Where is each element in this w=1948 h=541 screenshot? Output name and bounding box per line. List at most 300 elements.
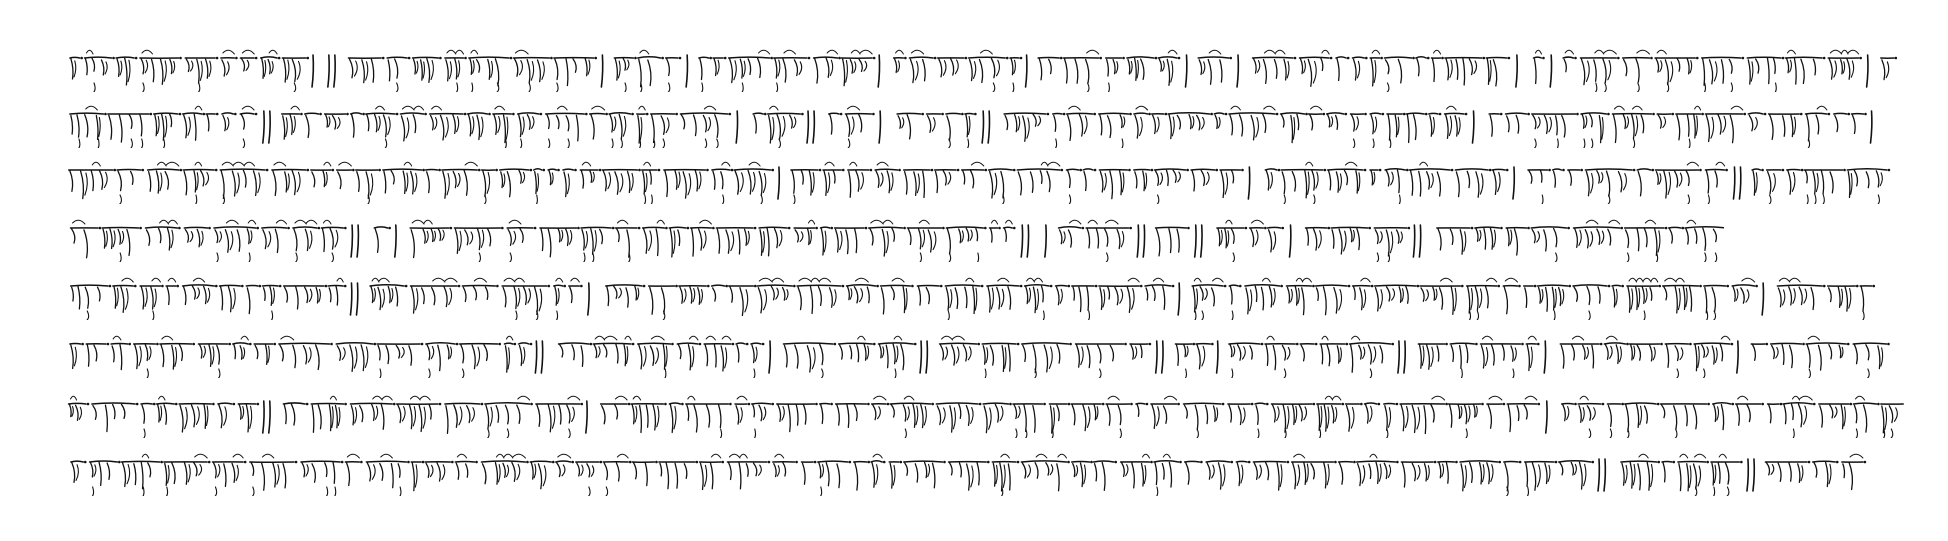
ink-stroke: [1467, 171, 1469, 187]
ink-stroke: [1407, 115, 1409, 143]
ink-stroke: [692, 347, 694, 367]
ink-stroke: [121, 461, 159, 462]
ink-stroke: [661, 288, 664, 314]
ink-stroke: [591, 466, 594, 477]
ink-stroke: [1624, 174, 1627, 190]
ink-stroke: [534, 169, 542, 170]
ink-stroke: [1733, 287, 1735, 301]
ink-stroke: [1044, 345, 1047, 372]
ink-stroke: [1005, 116, 1008, 130]
ink-stroke: [1866, 345, 1869, 360]
ink-stroke: [433, 278, 445, 282]
ink-stroke: [1804, 289, 1807, 303]
ink-stroke: [926, 341, 927, 373]
ink-stroke: [1690, 61, 1692, 73]
ink-stroke: [387, 57, 407, 58]
ink-stroke: [162, 336, 173, 340]
ink-stroke: [450, 347, 452, 358]
ink-stroke: [1626, 405, 1629, 432]
ink-stroke: [1226, 220, 1232, 224]
ink-stroke: [1266, 171, 1269, 190]
ink-stroke: [485, 403, 530, 404]
ink-stroke: [1873, 195, 1880, 204]
ink-stroke: [1158, 57, 1177, 58]
tsheg-dot: [176, 285, 179, 288]
ink-stroke: [1516, 55, 1517, 87]
ink-stroke: [192, 195, 197, 204]
ink-stroke: [677, 343, 698, 344]
ink-stroke: [85, 287, 88, 308]
tsheg-dot: [977, 343, 980, 346]
ink-stroke: [970, 230, 972, 240]
tsheg-dot: [872, 113, 875, 116]
ink-stroke: [432, 106, 442, 110]
ink-stroke: [1422, 346, 1424, 365]
tsheg-dot: [768, 461, 771, 464]
ink-stroke: [542, 62, 545, 79]
ink-stroke: [1624, 59, 1627, 75]
ink-stroke: [1225, 173, 1227, 194]
ink-stroke: [457, 454, 466, 458]
ink-stroke: [763, 173, 765, 192]
ink-stroke: [1746, 290, 1749, 302]
ink-stroke: [586, 401, 587, 433]
ink-stroke: [312, 405, 314, 432]
ink-stroke: [197, 229, 199, 246]
ink-stroke: [1077, 345, 1080, 367]
tsheg-dot: [1455, 461, 1458, 464]
ink-stroke: [1024, 405, 1026, 432]
ink-stroke: [1613, 115, 1616, 143]
ink-stroke: [1295, 406, 1297, 422]
ink-stroke: [149, 347, 151, 360]
ink-stroke: [854, 228, 856, 252]
ink-stroke: [125, 139, 133, 148]
ink-stroke: [164, 405, 166, 425]
ink-stroke: [998, 278, 1009, 282]
ink-stroke: [638, 343, 671, 344]
ink-stroke: [145, 288, 147, 306]
ink-stroke: [1027, 278, 1035, 282]
ink-stroke: [1255, 230, 1258, 245]
ink-stroke: [432, 288, 435, 305]
ink-stroke: [1806, 114, 1809, 141]
ink-stroke: [297, 61, 300, 79]
ink-stroke: [233, 288, 235, 308]
tsheg-dot: [629, 461, 632, 464]
ink-stroke: [1665, 60, 1668, 85]
ink-stroke: [268, 232, 271, 247]
ink-stroke: [455, 59, 457, 79]
ink-stroke: [482, 429, 489, 438]
ink-stroke: [461, 344, 464, 363]
ink-stroke: [593, 172, 595, 182]
tsheg-dot: [1620, 227, 1623, 230]
ink-stroke: [558, 454, 571, 458]
tsheg-dot: [405, 285, 408, 288]
ink-stroke: [453, 171, 456, 187]
ink-stroke: [246, 60, 249, 70]
ink-stroke: [79, 407, 81, 419]
ink-stroke: [619, 288, 622, 298]
ink-stroke: [1087, 50, 1099, 54]
ink-stroke: [1015, 115, 1017, 132]
tsheg-dot: [1379, 169, 1382, 172]
ink-stroke: [1810, 195, 1816, 204]
tsheg-dot: [1281, 227, 1284, 230]
ink-stroke: [1327, 464, 1329, 485]
ink-stroke: [1328, 115, 1330, 127]
ink-stroke: [1793, 289, 1795, 304]
tsheg-dot: [707, 285, 710, 288]
ink-stroke: [1638, 289, 1640, 307]
ink-stroke: [1855, 396, 1864, 400]
ink-stroke: [994, 173, 997, 194]
ink-stroke: [330, 228, 333, 249]
ink-stroke: [1756, 173, 1757, 192]
ink-stroke: [413, 57, 439, 58]
ink-stroke: [167, 228, 169, 250]
ink-stroke: [619, 83, 626, 92]
tsheg-dot: [156, 343, 159, 346]
ink-stroke: [1864, 405, 1867, 432]
ink-stroke: [745, 229, 747, 245]
ink-stroke: [434, 231, 436, 241]
ink-stroke: [118, 229, 120, 244]
ink-stroke: [1371, 170, 1373, 185]
ink-stroke: [1627, 117, 1629, 128]
ink-stroke: [1706, 347, 1708, 357]
ink-stroke: [437, 463, 440, 481]
ink-stroke: [1068, 230, 1071, 247]
ink-stroke: [1351, 407, 1354, 428]
ink-stroke: [854, 287, 857, 303]
ink-stroke: [261, 57, 277, 58]
ink-stroke: [680, 113, 727, 114]
ink-stroke: [669, 403, 680, 404]
ink-stroke: [486, 405, 489, 429]
ink-stroke: [1421, 288, 1424, 301]
ink-stroke: [1327, 345, 1330, 366]
ink-stroke: [1191, 169, 1215, 170]
ink-stroke: [141, 462, 143, 488]
ink-stroke: [538, 464, 541, 489]
ink-stroke: [1045, 225, 1046, 257]
ink-stroke: [415, 465, 417, 487]
tsheg-dot: [422, 461, 425, 464]
ink-stroke: [206, 406, 207, 425]
ink-stroke: [1590, 83, 1596, 92]
tsheg-dot: [834, 343, 837, 346]
ink-stroke: [294, 229, 297, 251]
ink-stroke: [1732, 285, 1754, 286]
tsheg-dot: [1364, 113, 1367, 116]
tsheg-dot: [594, 57, 597, 60]
tsheg-dot: [141, 169, 144, 172]
ink-stroke: [1057, 464, 1059, 491]
ink-stroke: [997, 195, 1004, 204]
ink-stroke: [1417, 465, 1420, 479]
ink-stroke: [246, 487, 254, 496]
ink-stroke: [656, 139, 665, 148]
ink-stroke: [1630, 462, 1632, 488]
ink-stroke: [402, 106, 414, 110]
ink-stroke: [98, 287, 101, 301]
ink-stroke: [474, 278, 486, 282]
ink-stroke: [1159, 59, 1161, 71]
tsheg-dot: [1445, 343, 1448, 346]
ink-stroke: [699, 229, 702, 250]
ink-stroke: [1152, 405, 1155, 429]
ink-stroke: [1488, 404, 1491, 428]
ink-stroke: [819, 463, 821, 478]
tsheg-dot: [300, 113, 303, 116]
ink-stroke: [334, 55, 335, 87]
ink-stroke: [95, 139, 99, 148]
ink-stroke: [146, 230, 149, 246]
tsheg-dot: [1365, 57, 1368, 60]
ink-stroke: [1136, 403, 1145, 404]
handwriting-strokes: [69, 162, 1891, 204]
ink-stroke: [1041, 286, 1043, 302]
ink-stroke: [1552, 287, 1554, 310]
ink-stroke: [84, 230, 87, 258]
tsheg-dot: [1346, 343, 1349, 346]
ink-stroke: [1694, 464, 1697, 489]
ink-stroke: [1663, 117, 1666, 127]
tsheg-dot: [655, 461, 658, 464]
ink-stroke: [523, 172, 525, 182]
ink-stroke: [175, 347, 177, 366]
ink-stroke: [1039, 58, 1042, 80]
ink-stroke: [427, 58, 430, 82]
ink-stroke: [275, 229, 278, 252]
ink-stroke: [1411, 170, 1413, 195]
tsheg-dot: [1382, 113, 1385, 116]
ink-stroke: [882, 347, 884, 357]
ink-stroke: [1637, 50, 1650, 54]
ink-stroke: [1137, 60, 1138, 78]
ink-stroke: [1468, 406, 1470, 422]
ink-stroke: [1516, 115, 1519, 133]
ink-stroke: [323, 170, 325, 186]
ink-stroke: [967, 464, 970, 490]
ink-stroke: [532, 117, 534, 129]
ink-stroke: [1794, 117, 1796, 134]
tsheg-dot: [374, 343, 377, 346]
ink-stroke: [481, 117, 483, 136]
ink-stroke: [1783, 290, 1785, 305]
ink-stroke: [1851, 174, 1852, 195]
ink-stroke: [1083, 405, 1086, 431]
ink-stroke: [1454, 288, 1456, 310]
ink-stroke: [904, 396, 914, 400]
ink-stroke: [1687, 59, 1689, 74]
ink-stroke: [1782, 344, 1784, 364]
tsheg-dot: [795, 461, 798, 464]
tsheg-dot: [1518, 285, 1521, 288]
ink-stroke: [737, 396, 747, 400]
ink-stroke: [159, 228, 161, 242]
ink-stroke: [491, 61, 493, 77]
ink-stroke: [1533, 115, 1536, 128]
ink-stroke: [338, 172, 341, 189]
ink-stroke: [751, 429, 755, 438]
ink-stroke: [157, 403, 175, 404]
ink-stroke: [775, 454, 784, 458]
tsheg-dot: [987, 461, 990, 464]
ink-stroke: [195, 162, 202, 166]
ink-stroke: [191, 405, 194, 427]
ink-stroke: [1621, 461, 1657, 462]
tsheg-dot: [344, 285, 347, 288]
ink-stroke: [1328, 169, 1363, 170]
ink-stroke: [1878, 346, 1880, 369]
ink-stroke: [645, 462, 647, 486]
ink-stroke: [164, 61, 166, 81]
ink-stroke: [959, 404, 961, 418]
ink-stroke: [600, 229, 603, 243]
ink-stroke: [422, 288, 425, 304]
ink-stroke: [1051, 139, 1056, 148]
ink-stroke: [477, 115, 480, 139]
tsheg-dot: [1380, 57, 1383, 60]
ink-stroke: [776, 288, 779, 299]
ink-stroke: [826, 463, 829, 486]
tsheg-dot: [679, 57, 682, 60]
ink-stroke: [305, 287, 308, 302]
ink-stroke: [1772, 83, 1777, 92]
ink-stroke: [1839, 345, 1841, 357]
ink-stroke: [375, 114, 377, 131]
ink-stroke: [837, 464, 840, 488]
tsheg-dot: [408, 57, 411, 60]
ink-stroke: [1189, 115, 1191, 129]
ink-stroke: [481, 461, 525, 462]
ink-stroke: [1313, 61, 1316, 83]
ink-stroke: [1816, 115, 1819, 134]
ink-stroke: [1829, 59, 1832, 79]
ink-stroke: [1616, 345, 1618, 364]
ink-stroke: [1571, 344, 1574, 360]
ink-stroke: [1001, 171, 1004, 197]
tsheg-dot: [1093, 113, 1096, 116]
ink-stroke: [94, 465, 96, 476]
ink-stroke: [616, 344, 618, 363]
ink-stroke: [782, 407, 784, 420]
ink-stroke: [398, 464, 400, 477]
ink-stroke: [905, 463, 908, 475]
ink-stroke: [503, 253, 511, 262]
ink-stroke: [1218, 463, 1221, 489]
ink-stroke: [1778, 288, 1781, 307]
tsheg-dot: [903, 227, 906, 230]
ink-stroke: [140, 114, 142, 136]
ink-stroke: [555, 59, 558, 79]
ink-stroke: [292, 170, 295, 194]
ink-stroke: [767, 228, 769, 256]
ink-stroke: [1375, 285, 1416, 286]
ink-stroke: [1664, 286, 1667, 299]
tsheg-dot: [1312, 285, 1315, 288]
ink-stroke: [593, 343, 631, 344]
ink-stroke: [1751, 62, 1753, 81]
ink-stroke: [423, 229, 425, 243]
ink-stroke: [232, 463, 235, 482]
ink-stroke: [1193, 287, 1195, 312]
ink-stroke: [1107, 405, 1110, 425]
ink-stroke: [409, 346, 412, 365]
tsheg-dot: [961, 113, 964, 116]
ink-stroke: [120, 345, 122, 370]
ink-stroke: [864, 61, 867, 71]
ink-stroke: [1126, 465, 1128, 476]
ink-stroke: [1057, 405, 1059, 420]
ink-stroke: [152, 278, 161, 282]
ink-stroke: [236, 465, 238, 480]
ink-stroke: [1079, 114, 1082, 136]
ink-stroke: [1749, 115, 1752, 130]
ink-stroke: [1122, 173, 1124, 192]
ink-stroke: [263, 230, 266, 249]
ink-stroke: [1651, 464, 1653, 486]
tsheg-dot: [1445, 403, 1448, 406]
tsheg-dot: [1562, 169, 1565, 172]
tsheg-dot: [234, 113, 237, 116]
ink-stroke: [1587, 287, 1590, 305]
ink-stroke: [518, 113, 539, 114]
ink-stroke: [1135, 115, 1138, 138]
ink-stroke: [1804, 406, 1807, 424]
ink-stroke: [1621, 253, 1629, 262]
ink-stroke: [242, 106, 254, 110]
ink-stroke: [71, 396, 77, 400]
tsheg-dot: [815, 403, 818, 406]
ink-stroke: [413, 115, 416, 133]
ink-stroke: [1709, 253, 1717, 262]
ink-stroke: [1525, 288, 1527, 308]
ink-stroke: [533, 195, 537, 204]
ink-stroke: [1432, 396, 1445, 400]
ink-stroke: [1252, 220, 1264, 224]
ink-stroke: [223, 116, 225, 131]
ink-stroke: [1120, 171, 1122, 195]
tsheg-dot: [1801, 169, 1804, 172]
ink-stroke: [514, 59, 517, 77]
ink-stroke: [966, 228, 969, 241]
tsheg-dot: [1090, 461, 1093, 464]
ink-stroke: [323, 220, 331, 224]
ink-stroke: [1689, 466, 1691, 488]
ink-stroke: [99, 170, 102, 189]
ink-stroke: [987, 285, 1019, 286]
ink-stroke: [1630, 83, 1639, 92]
ink-stroke: [1721, 405, 1723, 430]
ink-stroke: [194, 463, 197, 476]
ink-stroke: [1155, 462, 1157, 484]
ink-stroke: [165, 116, 167, 137]
ink-stroke: [312, 464, 315, 482]
ink-stroke: [349, 59, 352, 78]
tsheg-dot: [819, 169, 822, 172]
tsheg-dot: [1406, 169, 1409, 172]
ink-stroke: [1358, 464, 1361, 486]
ink-stroke: [1590, 232, 1593, 247]
ink-stroke: [1332, 230, 1334, 248]
tsheg-dot: [81, 343, 84, 346]
ink-stroke: [1560, 463, 1563, 475]
ink-stroke: [1291, 116, 1293, 143]
